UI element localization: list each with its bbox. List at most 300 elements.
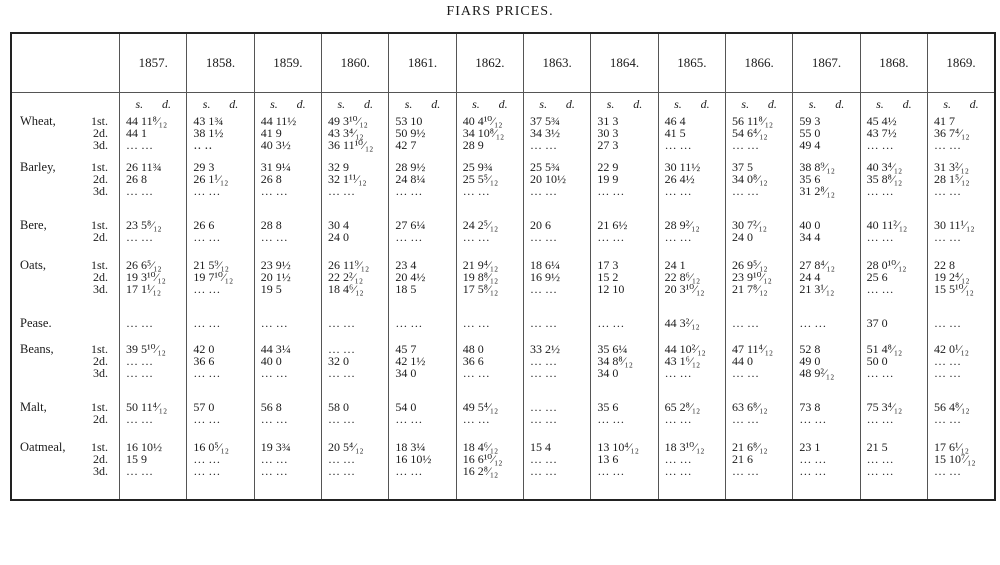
quality-label: 2d. [93,411,108,426]
quality-label: 3d. [93,137,108,152]
price-value: … … [732,365,759,380]
price-value: 41 5 [664,125,686,140]
price-value: 19 3¾ [260,439,291,454]
price-value: … … [664,183,692,198]
price-value: 53 10 [395,113,423,128]
price-value: 30 3 [597,125,619,140]
price-value: 30 11¹⁄₁₂ [933,217,975,232]
unit-header-cell [793,93,860,113]
price-value: 42 1½ [395,353,426,368]
price-value: 26 1¹⁄₁₂ [193,171,229,186]
price-cell [591,257,658,315]
grain-name: Oats, [20,257,47,272]
price-value: … … [732,315,759,330]
quality-label: 2d. [93,451,108,466]
quality-label: 3d. [93,463,108,478]
price-value: 73 8 [799,399,821,414]
price-cell [927,217,995,257]
price-value: 26 6 [193,217,215,232]
price-value: … … [395,411,423,426]
price-value: … … [664,463,692,478]
price-value: 39 5¹⁰⁄₁₂ [126,341,166,356]
price-value: 28 0¹⁰⁄₁₂ [866,257,907,272]
unit-header-cell [322,93,389,113]
fiars-prices-table [10,32,996,501]
pence-label: d. [767,97,777,111]
price-cell [524,257,591,315]
price-value: 18 3¹⁰⁄₁₂ [664,439,705,454]
price-value: 31 3²⁄₁₂ [933,159,969,174]
price-value: … … [193,229,221,244]
price-value: 29 3 [193,159,215,174]
price-value: 31 2⁸⁄₁₂ [799,183,835,198]
price-value: 34 8⁸⁄₁₂ [597,353,633,368]
price-cell [591,399,658,439]
grain-cell [11,159,120,217]
price-cell [793,159,860,217]
price-value: 30 11½ [664,159,701,174]
unit-header-cell [658,93,725,113]
price-value: … … [597,229,625,244]
price-value: 35 8⁸⁄₁₂ [866,171,903,186]
price-value: … … [395,229,423,244]
price-cell [322,315,389,341]
price-value: 16 9½ [530,269,561,284]
grain-name: Beans, [20,341,54,356]
price-value: 34 0 [597,365,619,380]
price-value: 25 5⁵⁄₁₂ [462,171,499,186]
price-cell [860,315,927,341]
shillings-label: s. [741,97,750,111]
price-value: … … [866,411,894,426]
price-value: 16 2⁸⁄₁₂ [462,463,499,478]
price-cell [389,113,456,159]
price-cell [658,341,725,399]
price-value: 24 1 [664,257,686,272]
price-cell [860,113,927,159]
corner-cell [11,33,120,93]
price-cell [927,315,995,341]
price-value: 54 0 [395,399,417,414]
price-value: … … [193,315,221,330]
price-value: 17 1¹⁄₁₂ [126,281,162,296]
price-value: … … [799,411,827,426]
price-value: 26 8 [126,171,148,186]
price-value: 56 4⁸⁄₁₂ [933,399,970,414]
price-cell [120,341,187,399]
year-header: 1857. [120,33,187,93]
price-value: 56 8 [260,399,282,414]
price-cell [456,439,523,500]
quality-label: 1st. [90,439,108,454]
price-value: 20 4½ [395,269,426,284]
price-value: 54 6⁴⁄₁₂ [732,125,768,140]
quality-label: 1st. [90,159,108,174]
price-value: 51 4⁸⁄₁₂ [866,341,903,356]
price-value: 18 6¼ [530,257,561,272]
quality-label: 3d. [93,365,108,380]
grain-cell [11,217,120,257]
pence-label: d. [633,97,643,111]
year-header: 1869. [927,33,995,93]
price-value: 28 9½ [395,159,426,174]
price-value: 21 7⁸⁄₁₂ [732,281,768,296]
price-value: 44 3²⁄₁₂ [664,315,700,330]
price-value: 35 6 [597,399,619,414]
price-cell [726,113,793,159]
shillings-label: s. [539,97,548,111]
price-cell [120,439,187,500]
price-value: 43 7½ [866,125,897,140]
price-cell [793,113,860,159]
price-cell [456,257,523,315]
quality-label: 2d. [93,125,108,140]
price-value: 15 9 [126,451,148,466]
price-cell [793,257,860,315]
price-value: 24 4 [799,269,821,284]
price-cell [187,113,254,159]
price-cell [591,159,658,217]
price-value: 42 0¹⁄₁₂ [933,341,969,356]
unit-header-cell [591,93,658,113]
price-cell [456,399,523,439]
price-value: … … [530,463,558,478]
price-value: … … [664,411,692,426]
price-value: … … [732,137,759,152]
price-value: … … [328,365,356,380]
quality-label: 1st. [90,257,108,272]
price-value: … … [732,183,759,198]
year-header: 1868. [860,33,927,93]
price-value: 20 5⁴⁄₁₂ [328,439,364,454]
pence-label: d. [902,97,912,111]
price-value: 52 8 [799,341,821,356]
price-cell [860,159,927,217]
price-value: … … [328,411,356,426]
price-value: 58 0 [328,399,350,414]
price-value: … … [126,353,154,368]
price-value: … … [530,451,558,466]
pence-label: d. [363,97,373,111]
grain-name: Bere, [20,217,47,232]
price-cell [524,439,591,500]
price-value: … … [866,451,894,466]
grain-cell [11,257,120,315]
price-cell [591,315,658,341]
price-value: … … [866,365,894,380]
price-value: 21 6½ [597,217,628,232]
price-value: 37 5 [732,159,753,174]
pence-label: d. [969,97,979,111]
price-cell [793,217,860,257]
price-cell [658,159,725,217]
price-value: 26 4½ [664,171,695,186]
price-cell [322,439,389,500]
year-header: 1863. [524,33,591,93]
price-cell [726,315,793,341]
price-cell [456,159,523,217]
price-value: … … [462,315,490,330]
price-value: 22 8 [933,257,955,272]
price-cell [389,257,456,315]
price-value: 50 9½ [395,125,426,140]
price-cell [389,159,456,217]
price-value: 18 3¼ [395,439,426,454]
year-header: 1862. [456,33,523,93]
shillings-label: s. [404,97,413,111]
price-value: … … [799,315,827,330]
price-value: … … [530,229,558,244]
price-value: 18 5 [395,281,417,296]
quality-label: 1st. [90,217,108,232]
table-row [11,439,995,500]
price-value: … … [260,365,288,380]
price-value: 40 0 [260,353,282,368]
price-value: 16 6¹⁰⁄₁₂ [462,451,503,466]
price-value: … … [530,315,558,330]
price-value: 27 3 [597,137,619,152]
price-value: 44 11½ [260,113,297,128]
year-header: 1858. [187,33,254,93]
price-value: … … [126,365,154,380]
price-value: 49 4 [799,137,821,152]
price-value: 19 5 [260,281,282,296]
price-value: ‥ ‥ [193,137,213,152]
price-cell [524,217,591,257]
price-value: … … [193,463,221,478]
year-header-row [11,33,995,93]
price-cell [187,159,254,217]
price-value: … … [732,463,759,478]
price-cell [187,399,254,439]
price-cell [254,315,321,341]
price-cell [591,341,658,399]
price-value: 26 8 [260,171,282,186]
price-value: … … [193,451,221,466]
year-header: 1861. [389,33,456,93]
price-value: 24 0 [328,229,350,244]
quality-label: 1st. [90,399,108,414]
price-value: 27 8⁴⁄₁₂ [799,257,835,272]
price-cell [658,217,725,257]
price-value: 20 6 [530,217,552,232]
blank-cell [11,93,120,113]
price-value: 56 11⁸⁄₁₂ [732,113,774,128]
price-value: … … [193,281,221,296]
price-value: … … [328,315,356,330]
shillings-label: s. [135,97,144,111]
shillings-label: s. [606,97,615,111]
price-value: … … [126,137,154,152]
price-value: 41 7 [933,113,955,128]
price-cell [860,257,927,315]
year-header: 1859. [254,33,321,93]
shillings-label: s. [270,97,278,111]
price-value: … … [597,183,625,198]
price-value: 45 4½ [866,113,897,128]
price-value: 35 6¼ [597,341,628,356]
price-value: … … [462,365,490,380]
price-value: 19 2⁴⁄₁₂ [933,269,970,284]
price-cell [591,113,658,159]
price-value: … … [328,341,356,356]
table-row [11,159,995,217]
price-value: … … [530,137,558,152]
pence-label: d. [296,97,306,111]
price-value: 42 0 [193,341,215,356]
grain-cell [11,399,120,439]
price-value: 22 9 [597,159,619,174]
price-value: 19 7¹⁰⁄₁₂ [193,269,234,284]
price-cell [120,399,187,439]
price-value: 40 11²⁄₁₂ [866,217,908,232]
price-value: … … [260,315,288,330]
price-cell [524,341,591,399]
price-value: 40 3⁴⁄₁₂ [866,159,903,174]
quality-label: 3d. [93,183,108,198]
price-value: 44 10²⁄₁₂ [664,341,706,356]
price-value: 43 3⁴⁄₁₂ [328,125,364,140]
price-value: … … [597,411,625,426]
shillings-label: s. [808,97,817,111]
shillings-label: s. [943,97,951,111]
price-value: … … [933,183,961,198]
price-cell [254,217,321,257]
price-cell [524,315,591,341]
price-value: 44 1 [126,125,148,140]
price-value: 36 6 [462,353,484,368]
price-value: 50 0 [866,353,888,368]
price-value: 23 5⁸⁄₁₂ [126,217,162,232]
price-value: 21 5 [866,439,888,454]
price-cell [120,159,187,217]
price-cell [524,399,591,439]
price-value: … … [328,183,356,198]
year-header: 1860. [322,33,389,93]
price-value: 23 9¹⁰⁄₁₂ [732,269,772,284]
price-value: … … [866,137,894,152]
price-value: 28 8 [260,217,282,232]
price-value: 26 11¾ [126,159,162,174]
price-value: 34 4 [799,229,821,244]
price-cell [187,341,254,399]
price-cell [860,439,927,500]
price-value: … … [866,183,894,198]
price-cell [456,217,523,257]
price-value: 43 1¾ [193,113,224,128]
price-value: 24 8¼ [395,171,426,186]
price-cell [254,399,321,439]
price-cell [726,217,793,257]
price-cell [658,315,725,341]
price-value: 40 3½ [260,137,291,152]
price-value: … … [462,411,490,426]
price-value: 36 7⁴⁄₁₂ [933,125,970,140]
pence-label: d. [229,97,239,111]
price-value: 21 3¹⁄₁₂ [799,281,835,296]
price-cell [726,257,793,315]
price-value: 31 9¼ [260,159,291,174]
price-cell [927,113,995,159]
price-value: 26 6⁵⁄₁₂ [126,257,162,272]
price-value: … … [933,315,961,330]
price-value: 27 6¼ [395,217,426,232]
price-cell [658,439,725,500]
price-value: 21 6⁸⁄₁₂ [732,439,768,454]
price-cell [658,399,725,439]
price-value: 18 4⁶⁄₁₂ [462,439,499,454]
shillings-label: s. [202,97,211,111]
pence-label: d. [700,97,710,111]
price-cell [322,341,389,399]
price-value: 46 4 [664,113,686,128]
price-cell [187,257,254,315]
price-value: 12 10 [597,281,625,296]
price-cell [322,113,389,159]
price-value: … … [664,137,692,152]
price-cell [187,439,254,500]
quality-label: 3d. [93,281,108,296]
price-value: … … [664,365,692,380]
price-value: … … [597,315,625,330]
price-value: 50 11⁴⁄₁₂ [126,399,168,414]
unit-header-cell [524,93,591,113]
grain-cell [11,315,120,341]
unit-header-cell [860,93,927,113]
price-value: 17 5⁸⁄₁₂ [462,281,499,296]
quality-label: 2d. [93,171,108,186]
price-value: … … [260,411,288,426]
price-value: … … [664,229,692,244]
price-value: 15 10⁷⁄₁₂ [933,451,976,466]
price-value: 20 10½ [530,171,567,186]
price-cell [726,159,793,217]
price-value: 36 6 [193,353,215,368]
price-cell [524,159,591,217]
shillings-label: s. [337,97,346,111]
shillings-label: s. [472,97,480,111]
price-value: 24 2⁵⁄₁₂ [462,217,499,232]
price-value: … … [462,229,490,244]
price-cell [860,399,927,439]
price-value: 20 1½ [260,269,291,284]
price-cell [120,113,187,159]
price-cell [793,341,860,399]
price-value: 34 0 [395,365,417,380]
price-cell [120,315,187,341]
price-value: 22 2²⁄₁₂ [328,269,363,284]
price-value: … … [530,281,558,296]
price-cell [389,341,456,399]
price-value: 30 7²⁄₁₂ [732,217,767,232]
pence-label: d. [835,97,845,111]
price-value: 43 1⁶⁄₁₂ [664,353,701,368]
price-value: 20 3¹⁰⁄₁₂ [664,281,705,296]
price-cell [726,399,793,439]
pence-label: d. [565,97,575,111]
price-cell [254,439,321,500]
shillings-label: s. [876,97,884,111]
price-cell [254,159,321,217]
price-value: 37 0 [866,315,888,330]
price-value: 55 0 [799,125,821,140]
price-cell [389,399,456,439]
price-cell [389,315,456,341]
price-value: 28 1⁵⁄₁₂ [933,171,970,186]
table-row [11,315,995,341]
price-value: 32 1¹¹⁄₁₂ [328,171,367,186]
price-value: … … [732,411,759,426]
